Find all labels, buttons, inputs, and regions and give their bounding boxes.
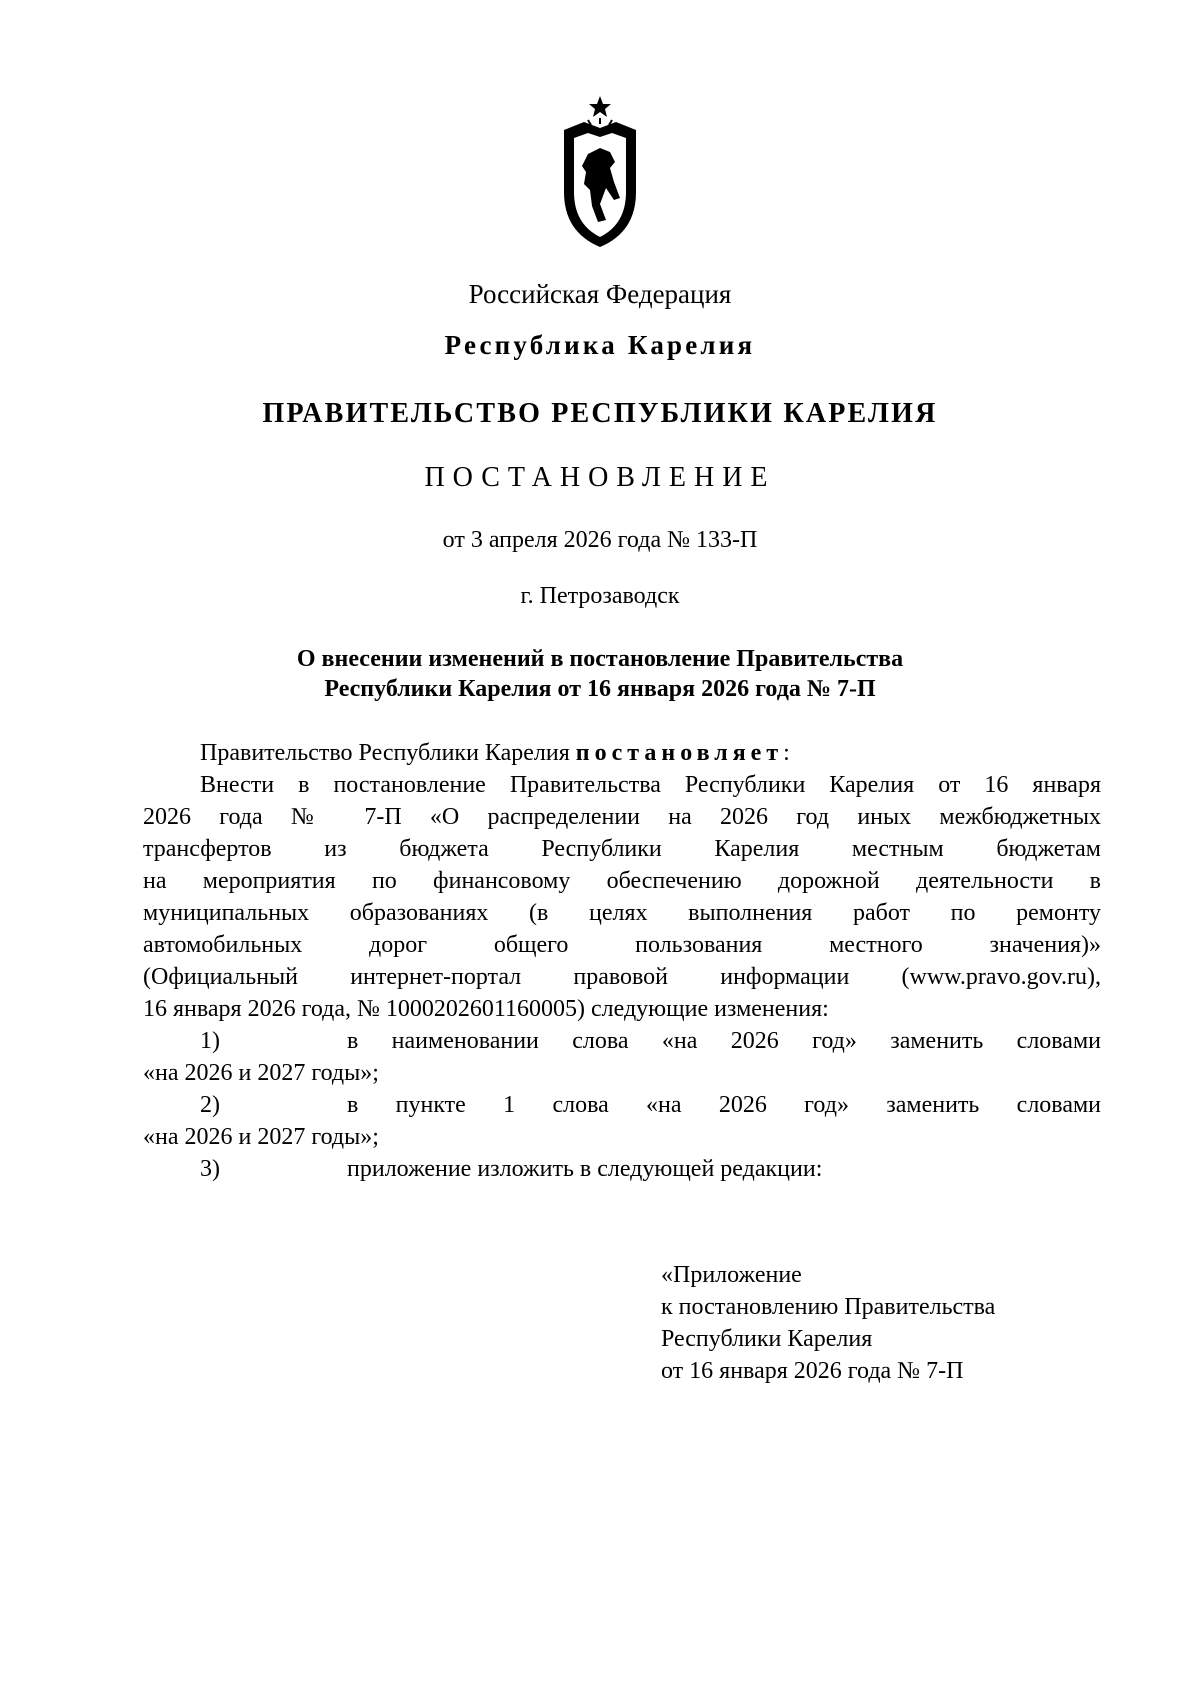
- paragraph-line: на мероприятия по финансовому обеспечению дорожной деятельности в: [143, 868, 1101, 894]
- paragraph-line: муниципальных образованиях (в целях выполнения работ по ремонту: [143, 900, 1101, 926]
- annex-line: от 16 января 2026 года № 7-П: [661, 1358, 964, 1384]
- list-item-text: в пункте 1 слова «на 2026 год» заменить словами: [347, 1092, 1101, 1118]
- document-title: [0, 644, 1200, 704]
- list-item: [143, 1089, 1101, 1121]
- list-item: [143, 1153, 1101, 1185]
- intro-verb: постановляет: [575, 740, 784, 766]
- karelia-coat-of-arms-emblem: [560, 92, 640, 252]
- list-item-text: приложение изложить в следующей редакции:: [347, 1156, 823, 1182]
- list-item-text: в наименовании слова «на 2026 год» заменить словами: [347, 1028, 1101, 1054]
- list-item-continuation: «на 2026 и 2027 годы»;: [143, 1060, 379, 1086]
- paragraph-line: (Официальный интернет-портал правовой информации (www.pravo.gov.ru),: [143, 964, 1101, 990]
- title-line-1: О внесении изменений в постановление Правительства: [296, 646, 904, 672]
- republic-name: Республика Карелия: [444, 330, 756, 360]
- list-item-number: 1): [200, 1028, 220, 1054]
- list-item: [143, 1025, 1101, 1057]
- paragraph-line: автомобильных дорог общего пользования местного значения)»: [143, 932, 1101, 958]
- list-item-number: 3): [200, 1156, 220, 1182]
- annex-heading: [661, 1259, 995, 1387]
- annex-line: «Приложение: [661, 1262, 802, 1288]
- paragraph-line: трансфертов из бюджета Республики Карелия местным бюджетам: [143, 836, 1101, 862]
- document-body: [143, 737, 1101, 1185]
- list-item-number: 2): [200, 1092, 220, 1118]
- title-line-2: Республики Карелия от 16 января 2026 года № 7-П: [324, 676, 876, 702]
- intro-prefix: Правительство Республики Карелия: [200, 740, 576, 766]
- document-type: ПОСТАНОВЛЕНИЕ: [424, 462, 776, 493]
- annex-line: к постановлению Правительства: [661, 1294, 996, 1320]
- paragraph-line: 2026 года № 7-П «О распределении на 2026 год иных межбюджетных: [143, 804, 1101, 830]
- list-item-continuation: «на 2026 и 2027 годы»;: [143, 1124, 379, 1150]
- paragraph-line: Внести в постановление Правительства Республики Карелия от 16 января: [200, 772, 1101, 798]
- country-name: Российская Федерация: [468, 279, 732, 309]
- resolution-intro: [143, 737, 1101, 769]
- document-city: г. Петрозаводск: [520, 583, 680, 609]
- document-date-number: от 3 апреля 2026 года № 133-П: [442, 527, 758, 553]
- annex-line: Республики Карелия: [661, 1326, 873, 1352]
- government-name: ПРАВИТЕЛЬСТВО РЕСПУБЛИКИ КАРЕЛИЯ: [262, 398, 938, 429]
- intro-colon: :: [783, 740, 790, 766]
- paragraph-line: 16 января 2026 года, № 1000202601160005) следующие изменения:: [143, 996, 829, 1022]
